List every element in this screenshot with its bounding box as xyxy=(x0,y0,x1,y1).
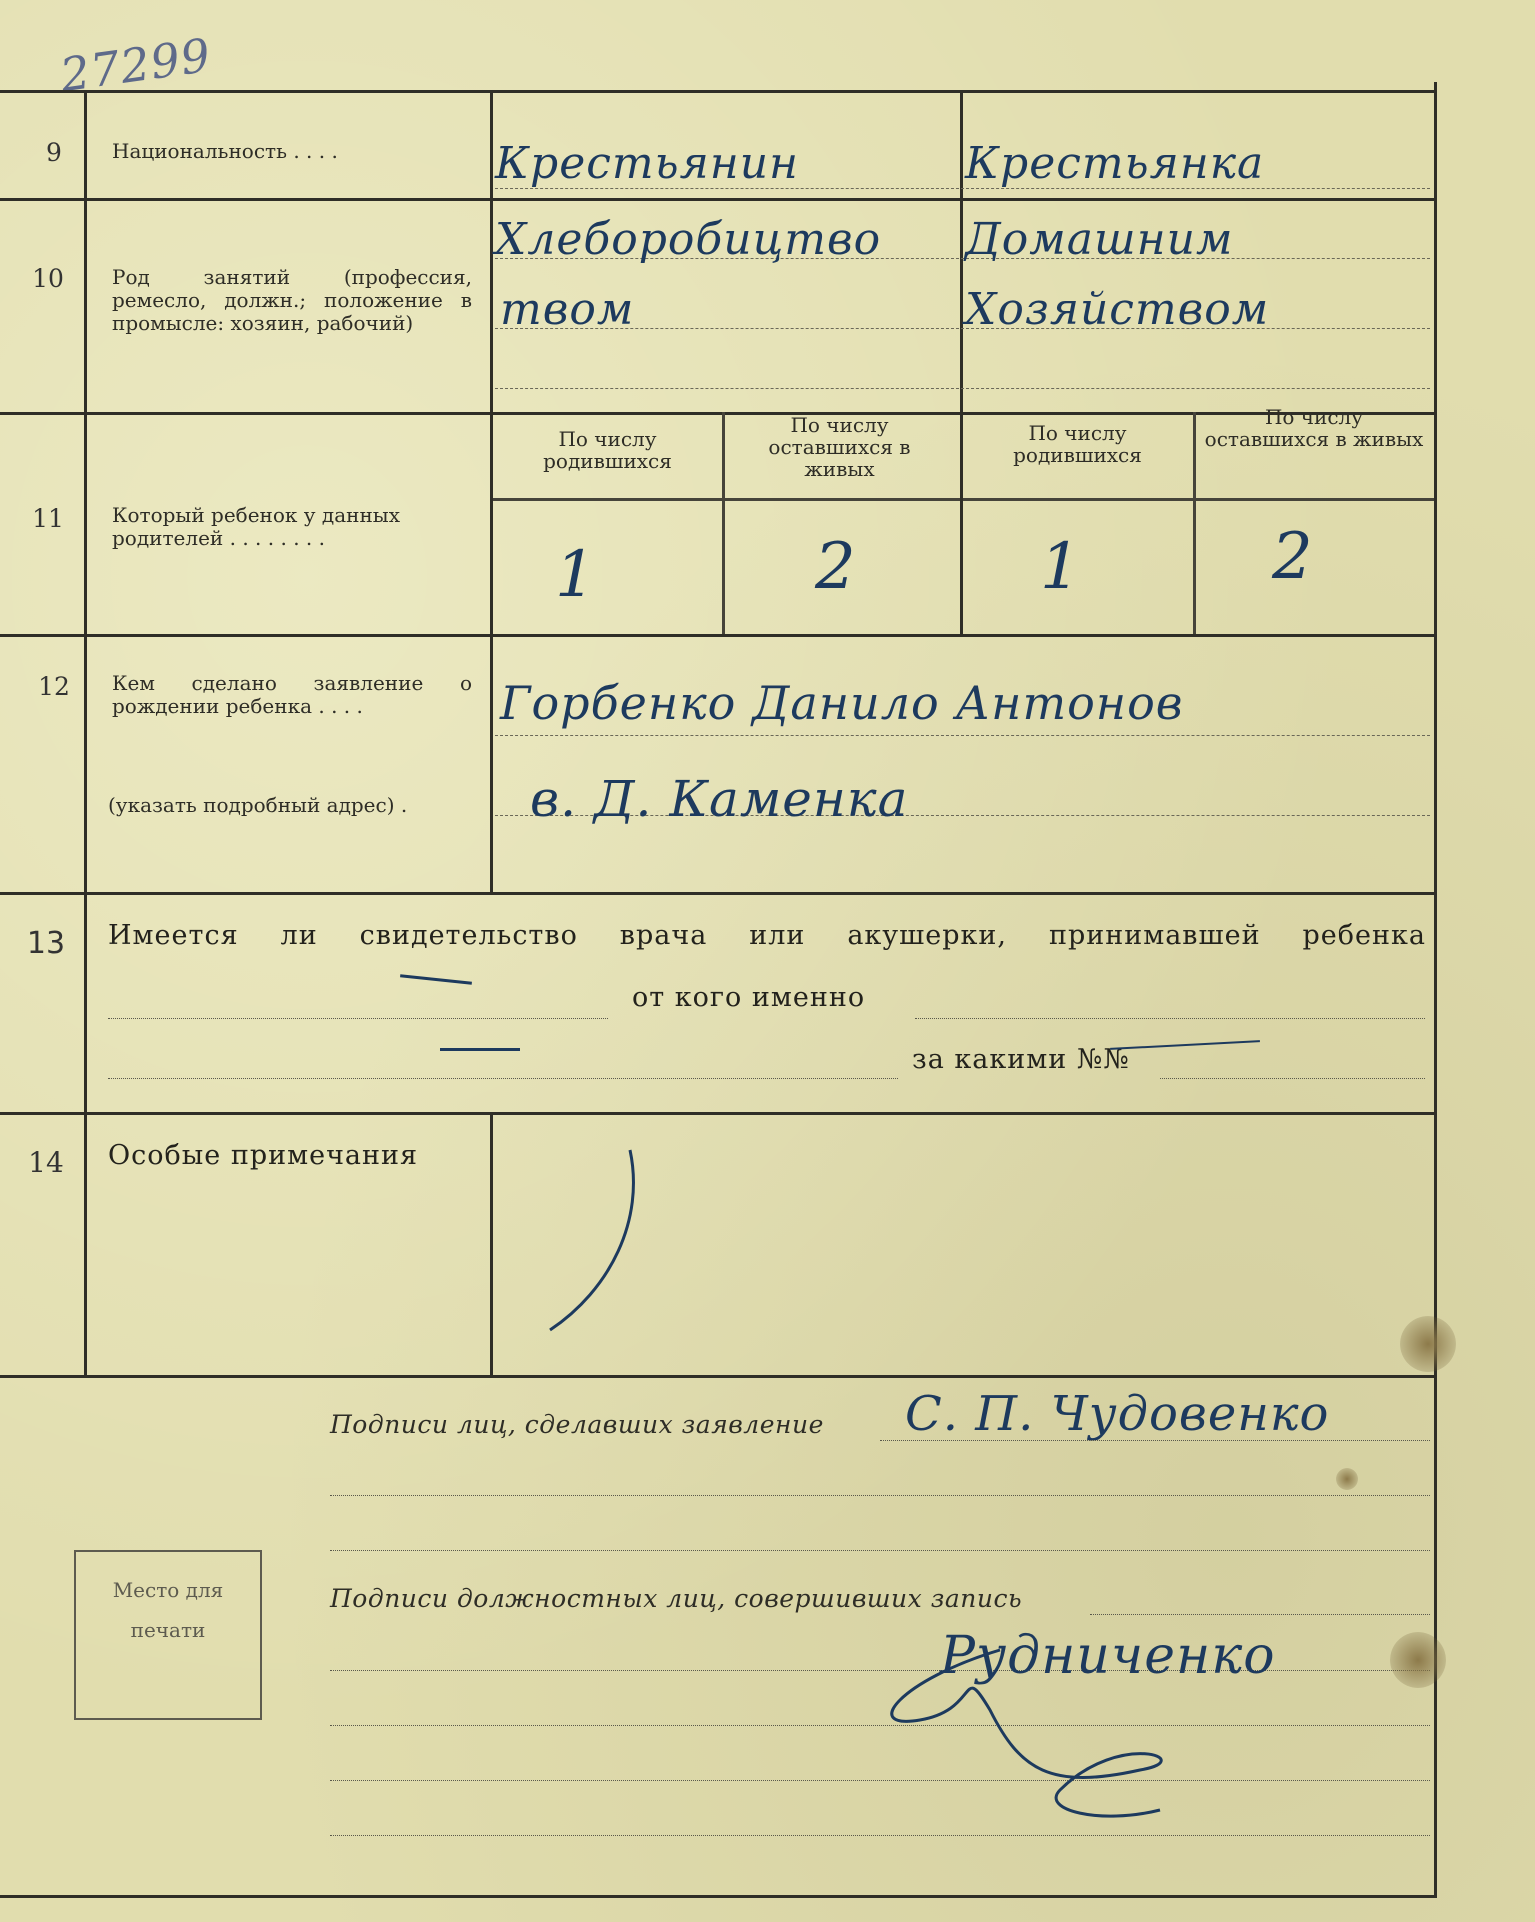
field-label-address: (указать подробный адрес) . xyxy=(108,793,408,817)
row-number: 12 xyxy=(38,672,70,701)
writing-line xyxy=(495,328,1430,329)
mother-occupation-line2: Хозяйством xyxy=(965,284,1270,335)
mother-nationality: Крестьянка xyxy=(965,138,1265,189)
field-label-nationality: Национальность . . . . xyxy=(112,139,338,163)
declarant-signature: С. П. Чудовенко xyxy=(905,1386,1330,1442)
table-rule xyxy=(960,90,963,634)
table-rule xyxy=(0,1895,1437,1898)
none-mark xyxy=(440,1048,520,1051)
row-number: 13 xyxy=(26,926,66,961)
signature-line xyxy=(330,1495,1430,1496)
row-number: 14 xyxy=(28,1146,64,1179)
field-label-declarant: Кем сделано заявление о рождении ребенка . . . . xyxy=(112,671,472,718)
father-child-born: 1 xyxy=(555,538,597,612)
col-header-born: По числу родившихся xyxy=(1013,421,1142,467)
table-rule xyxy=(0,1112,1437,1115)
field-label-child-order: Который ребенок у данных родителей . . . . . . . . xyxy=(112,503,400,550)
official-signature: Рудниченко xyxy=(940,1626,1276,1686)
table-rule xyxy=(0,1375,1437,1378)
signature-line xyxy=(880,1440,1430,1441)
field-label-occupation: Род занятий (профессия, ремесло, должн.; положение в промысле: хозяин, рабочий) xyxy=(112,265,472,335)
signature-flourish-path xyxy=(892,1650,1161,1816)
answer-line xyxy=(108,1078,898,1079)
binding-hole xyxy=(1390,1632,1446,1688)
mother-child-born: 1 xyxy=(1040,530,1082,604)
table-rule xyxy=(722,412,725,634)
table-rule xyxy=(1434,82,1437,1895)
father-child-alive: 2 xyxy=(815,530,857,604)
signature-line xyxy=(1090,1614,1430,1615)
stamp-place-line2: печати xyxy=(130,1618,206,1642)
table-rule xyxy=(1193,412,1196,634)
answer-line xyxy=(1160,1078,1425,1079)
stamp-place-box xyxy=(74,1550,262,1720)
paper-spot xyxy=(1336,1468,1358,1490)
declarants-signature-label: Подписи лиц, сделавших заявление xyxy=(330,1410,824,1439)
remarks-empty-stroke xyxy=(530,1140,650,1340)
table-rule xyxy=(490,1112,493,1375)
declarant-address: в. Д. Каменка xyxy=(530,770,909,828)
col-header-alive: По числу оставшихся в живых xyxy=(768,413,911,481)
table-rule xyxy=(0,634,1437,637)
from-whom-label: от кого именно xyxy=(632,982,866,1013)
signature-flourish xyxy=(840,1620,1270,1840)
col-header-alive: По числу оставшихся в живых xyxy=(1204,405,1424,451)
writing-line xyxy=(495,735,1430,736)
answer-line xyxy=(915,1018,1425,1019)
remarks-empty-stroke-path xyxy=(550,1150,633,1330)
table-rule xyxy=(84,90,87,1375)
none-mark xyxy=(1110,1040,1260,1050)
binding-hole xyxy=(1400,1316,1456,1372)
officials-signature-label: Подписи должностных лиц, совершивших запись xyxy=(330,1584,1023,1613)
corner-number: 27299 xyxy=(56,27,215,103)
mother-occupation-line1: Домашним xyxy=(965,214,1234,265)
answer-line xyxy=(108,1018,608,1019)
signature-line xyxy=(330,1550,1430,1551)
table-rule xyxy=(0,90,1437,93)
father-occupation-line1: Хлеборобицтво xyxy=(495,214,882,265)
row-number: 11 xyxy=(32,504,64,533)
father-nationality: Крестьянин xyxy=(495,138,800,189)
table-rule xyxy=(0,892,1437,895)
table-rule xyxy=(490,90,493,892)
col-header-born: По числу родившихся xyxy=(543,427,672,473)
row-number: 10 xyxy=(32,264,64,293)
declarant-name: Горбенко Данило Антонов xyxy=(500,676,1184,730)
none-mark xyxy=(400,974,472,985)
field-label-remarks: Особые примечания xyxy=(108,1140,419,1171)
table-rule xyxy=(0,198,1437,201)
table-rule xyxy=(490,498,1437,501)
stamp-place-line1: Место для xyxy=(112,1578,224,1602)
doctor-certificate-question: Имеется ли свидетельство врача или акушерки, принимавшей ребенка xyxy=(108,920,1426,951)
row-number: 9 xyxy=(46,138,62,167)
mother-child-alive: 2 xyxy=(1272,520,1314,594)
by-which-label: за какими №№ xyxy=(912,1044,1130,1075)
writing-line xyxy=(495,388,1430,389)
father-occupation-line2: твом xyxy=(500,284,635,335)
